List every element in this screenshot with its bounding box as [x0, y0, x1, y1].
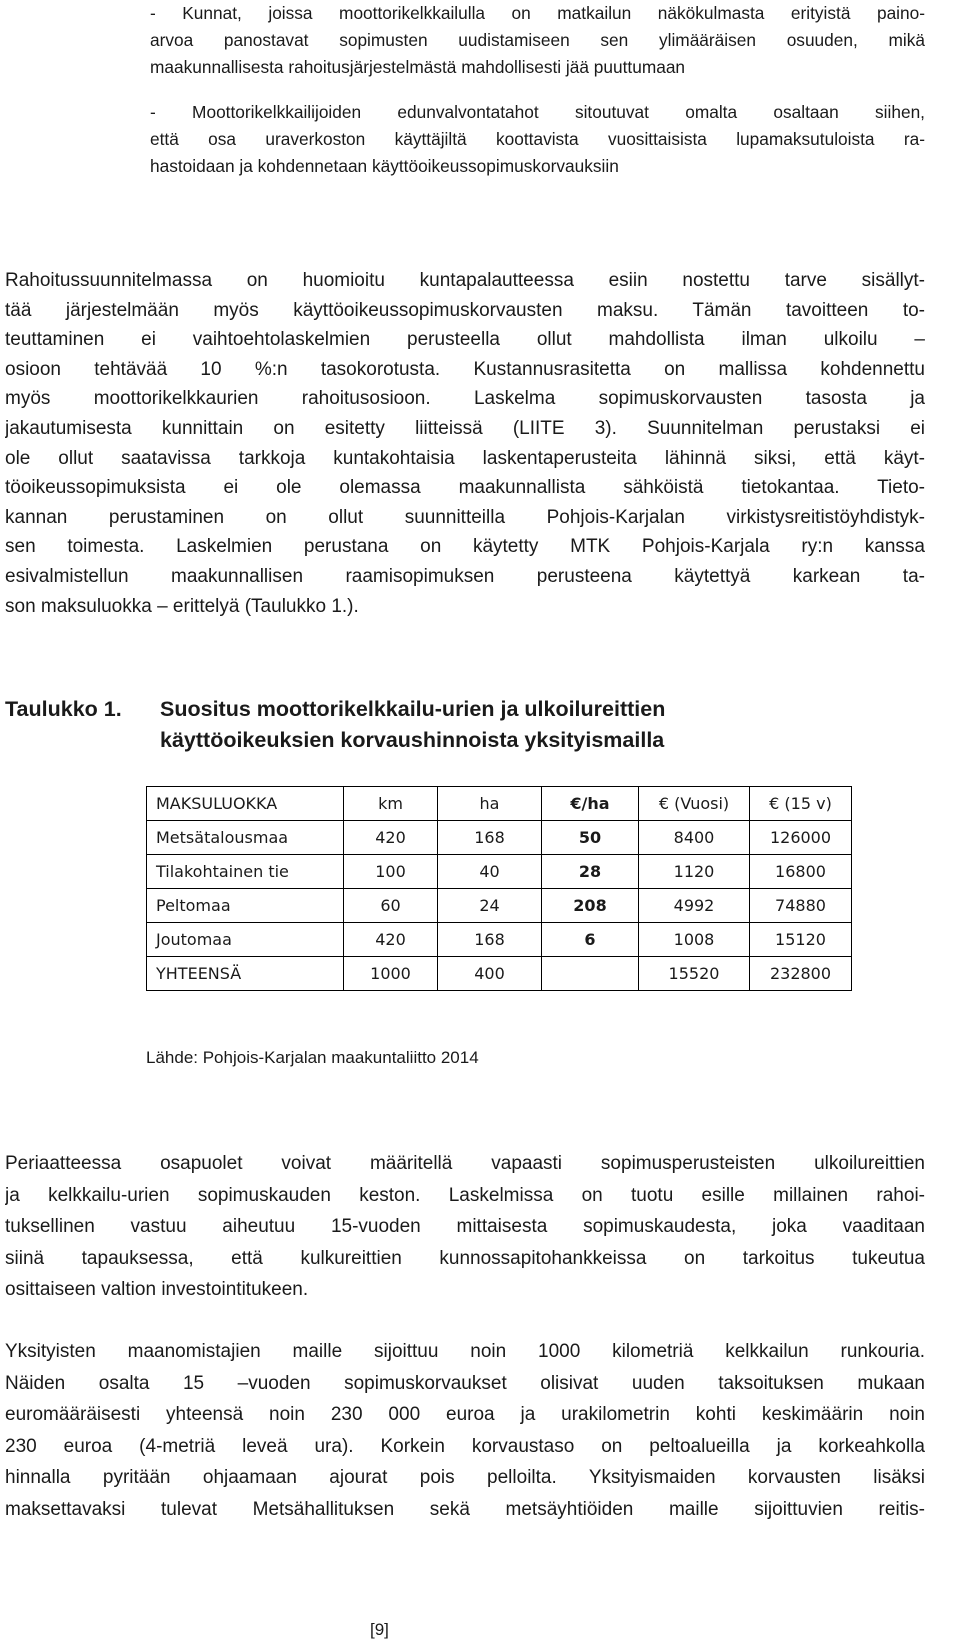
table-cell: 126000 — [750, 821, 852, 855]
bullet-item — [150, 99, 925, 180]
table-cell: 232800 — [750, 957, 852, 991]
text-line: Rahoitussuunnitelmassa on huomioitu kuntapalautteessa esiin nostettu tarve sisällyt- — [5, 270, 925, 291]
paragraph-contract-period — [5, 1148, 925, 1306]
table-cell: 16800 — [750, 855, 852, 889]
table-row — [147, 855, 852, 889]
table-cell: 420 — [344, 923, 438, 957]
table-cell: 400 — [438, 957, 542, 991]
table-cell: 8400 — [639, 821, 750, 855]
text-line: kannan perustaminen on ollut suunnitteilla Pohjois-Karjalan virkistysreitistöyhdistyk- — [5, 506, 925, 528]
table-total-row — [147, 957, 852, 991]
text-line: jakautumisesta kunnittain on esitetty liitteissä (LIITE 3). Suunnitelman perustaksi ei — [5, 417, 925, 439]
compensation-table — [146, 786, 852, 991]
table-cell: 15120 — [750, 923, 852, 957]
table-source: Lähde: Pohjois-Karjalan maakuntaliitto 2014 — [146, 1048, 479, 1067]
text-line: euromääräisesti yhteensä noin 230 000 euroa ja urakilometrin kohti keskimäärin noin — [5, 1404, 925, 1425]
text-line: myös moottorikelkkaurien rahoitusosioon. Laskelma sopimuskorvausten tasosta ja — [5, 388, 925, 410]
text-line: että osa uraverkoston käyttäjiltä koottavista vuosittaisista lupamaksutuloista ra- — [150, 129, 925, 149]
caption-label: Taulukko 1. — [5, 697, 122, 721]
table-row — [147, 923, 852, 957]
header-cell: € (Vuosi) — [639, 787, 750, 821]
text-line: Näiden osalta 15 –vuoden sopimuskorvaukset olisivat uuden taksoituksen mukaan — [5, 1372, 925, 1394]
table-cell: Tilakohtainen tie — [147, 855, 344, 889]
text-line: ole ollut saatavissa tarkkoja kuntakohtaisia laskentaperusteita lähinnä siksi, että käyt- — [5, 447, 925, 469]
text-line: sen toimesta. Laskelmien perustana on käytetty MTK Pohjois-Karjala ry:n kanssa — [5, 536, 925, 558]
header-cell: MAKSULUOKKA — [147, 787, 344, 821]
header-cell: km — [344, 787, 438, 821]
table-row — [147, 889, 852, 923]
header-cell: € (15 v) — [750, 787, 852, 821]
text-line: maksettavaksi tulevat Metsähallituksen sekä metsäyhtiöiden maille sijoittuvien reitis- — [5, 1498, 925, 1520]
table-cell: 1120 — [639, 855, 750, 889]
table-cell: 28 — [542, 855, 639, 889]
caption-title — [160, 694, 665, 756]
table-cell: 1000 — [344, 957, 438, 991]
table-header-row — [147, 787, 852, 821]
bullet-list — [150, 0, 925, 198]
table-cell: 15520 — [639, 957, 750, 991]
table-cell: 420 — [344, 821, 438, 855]
caption-line: käyttöoikeuksien korvaushinnoista yksityismailla — [160, 728, 665, 752]
text-line: töoikeussopimuksista ei ole olemassa maakunnallista sähköistä tietokantaa. Tieto- — [5, 477, 925, 499]
paragraph-private-land — [5, 1336, 925, 1525]
table-cell: 74880 — [750, 889, 852, 923]
table-cell: Joutomaa — [147, 923, 344, 957]
text-line: arvoa panostavat sopimusten uudistamiseen sen ylimääräisen osuuden, mikä — [150, 30, 925, 50]
caption-line: Suositus moottorikelkkailu-urien ja ulkoilureittien — [160, 697, 666, 721]
text-line: Periaatteessa osapuolet voivat määritellä vapaasti sopimusperusteisten ulkoilureittien — [5, 1153, 925, 1174]
table-row — [147, 821, 852, 855]
text-line: esivalmistellun maakunnallisen raamisopimuksen perusteena käytettyä karkean ta- — [5, 565, 925, 587]
table-cell: 208 — [542, 889, 639, 923]
table-cell: 40 — [438, 855, 542, 889]
table-cell: YHTEENSÄ — [147, 957, 344, 991]
table-cell: 100 — [344, 855, 438, 889]
text-line: hastoidaan ja kohdennetaan käyttöoikeussopimuskorvauksiin — [150, 156, 619, 176]
table-cell: Metsätalousmaa — [147, 821, 344, 855]
paragraph-financing-plan — [5, 266, 925, 621]
text-line: hinnalla pyritään ohjaamaan ajourat pois pelloilta. Yksityismaiden korvausten lisäksi — [5, 1467, 925, 1488]
text-line: son maksuluokka – erittelyä (Taulukko 1.). — [5, 595, 359, 617]
table-cell: 60 — [344, 889, 438, 923]
table-cell: 168 — [438, 821, 542, 855]
table-cell: 24 — [438, 889, 542, 923]
header-cell: ha — [438, 787, 542, 821]
text-line: - Moottorikelkkailijoiden edunvalvontatahot sitoutuvat omalta osaltaan siihen, — [150, 102, 925, 122]
header-cell: €/ha — [542, 787, 639, 821]
bullet-item — [150, 0, 925, 81]
table-cell: 50 — [542, 821, 639, 855]
table-cell: 168 — [438, 923, 542, 957]
text-line: tää järjestelmään myös käyttöoikeussopimuskorvausten maksu. Tämän tavoitteen to- — [5, 299, 925, 321]
text-line: ja kelkkailu-urien sopimuskauden keston. Laskelmissa on tuotu esille millainen rahoi- — [5, 1184, 925, 1206]
table-cell — [542, 957, 639, 991]
table-cell: Peltomaa — [147, 889, 344, 923]
page-number: [9] — [370, 1620, 389, 1639]
table-cell: 4992 — [639, 889, 750, 923]
text-line: Yksityisten maanomistajien maille sijoittuu noin 1000 kilometriä kelkkailun runkouria. — [5, 1341, 925, 1362]
text-line: - Kunnat, joissa moottorikelkkailulla on matkailun näkökulmasta erityistä paino- — [150, 3, 925, 23]
text-line: osioon tehtävää 10 %:n tasokorotusta. Kustannusrasitetta on mallissa kohdennettu — [5, 358, 925, 380]
table-cell: 6 — [542, 923, 639, 957]
text-line: teuttaminen ei vaihtoehtolaskelmien perusteella ollut mahdollista ilman ulkoilu – — [5, 329, 925, 351]
text-line: siinä tapauksessa, että kulkureittien kunnossapitohankkeissa on tarkoitus tukeutua — [5, 1247, 925, 1269]
text-line: maakunnallisesta rahoitusjärjestelmästä mahdollisesti jää puuttumaan — [150, 57, 686, 77]
text-line: 230 euroa (4-metriä leveä ura). Korkein korvaustaso on peltoalueilla ja korkeahkolla — [5, 1435, 925, 1457]
text-line: osittaiseen valtion investointitukeen. — [5, 1279, 309, 1300]
table-cell: 1008 — [639, 923, 750, 957]
text-line: tuksellinen vastuu aiheutuu 15-vuoden mittaisesta sopimuskaudesta, joka vaaditaan — [5, 1216, 925, 1237]
